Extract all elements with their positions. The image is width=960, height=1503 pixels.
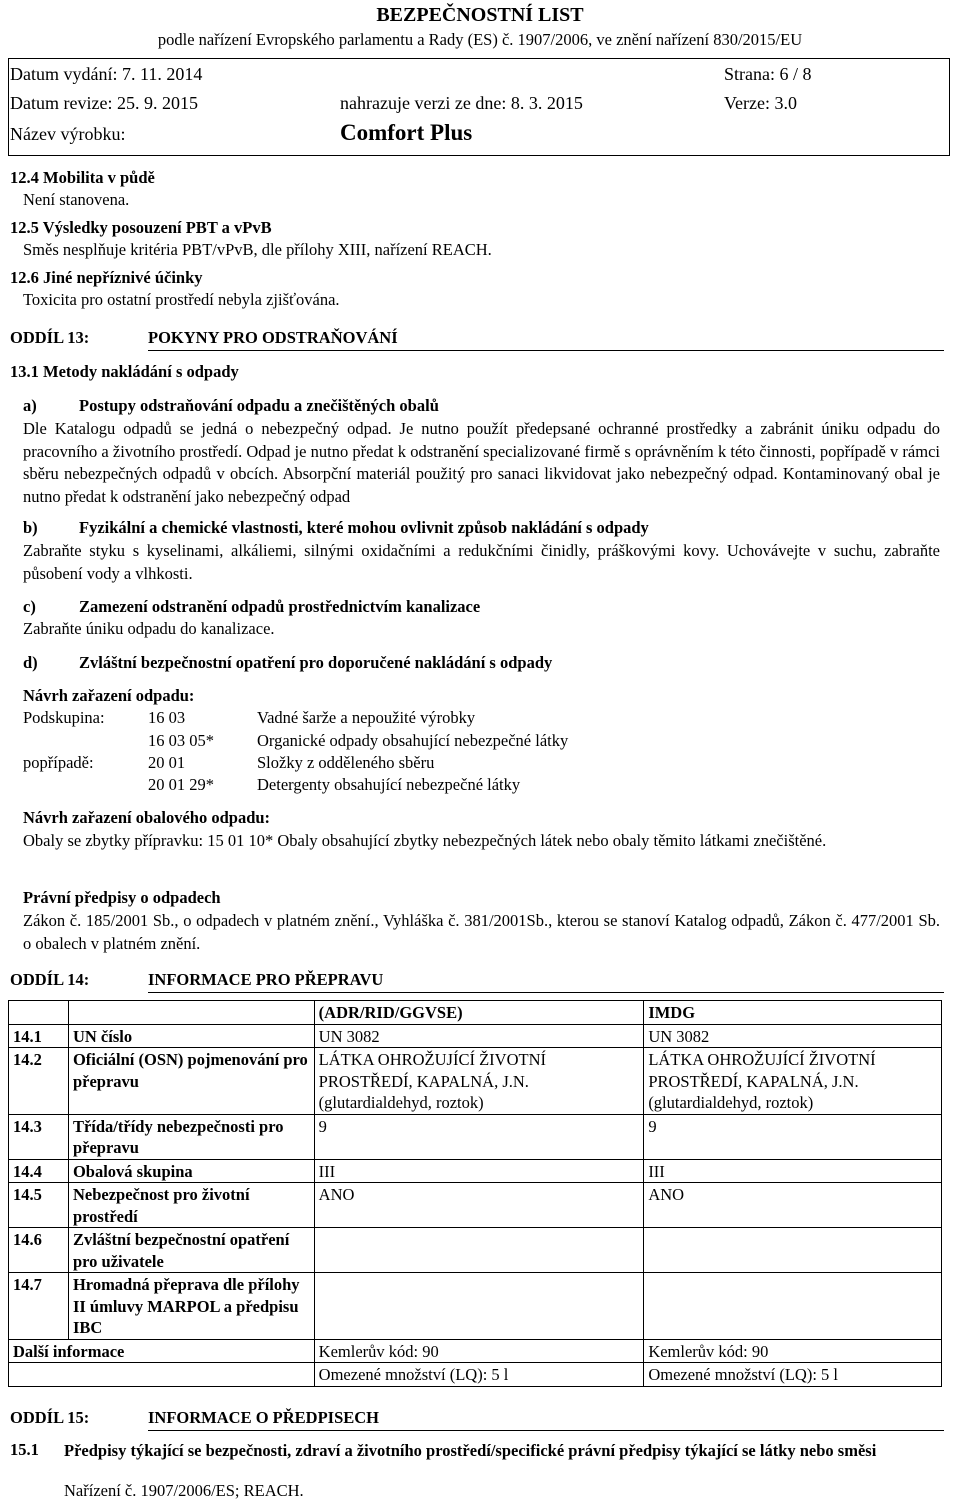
further-info-label: Další informace <box>9 1339 315 1363</box>
heading-15-1-title: Předpisy týkající se bezpečnosti, zdraví a životního prostředí/specifické právní předpisy týkající se látky nebo směsi <box>64 1441 877 1460</box>
row-number: 14.1 <box>9 1024 69 1048</box>
item-c-text: Zabraňte úniku odpadu do kanalizace. <box>23 619 275 638</box>
waste-row-label: popřípadě: <box>23 753 94 772</box>
section-13-label: ODDÍL 13: <box>10 328 90 347</box>
row-adr-value: III <box>314 1159 644 1183</box>
heading-13-1: 13.1 Metody nakládání s odpady <box>10 362 239 381</box>
row-adr-value: UN 3082 <box>314 1024 644 1048</box>
waste-row-desc: Složky z odděleného sběru <box>257 753 435 772</box>
item-c-letter: c) <box>23 597 36 616</box>
row-imdg-value <box>644 1273 942 1340</box>
packaging-heading: Návrh zařazení obalového odpadu: <box>23 808 271 827</box>
row-imdg-value <box>644 1228 942 1273</box>
row-adr-value: LÁTKA OHROŽUJÍCÍ ŽIVOTNÍ PROSTŘEDÍ, KAPALNÁ, J.N. (glutardialdehyd, roztok) <box>314 1048 644 1115</box>
table-row <box>9 1183 942 1228</box>
item-c-title: Zamezení odstranění odpadů prostřednictvím kanalizace <box>79 597 481 616</box>
item-b-letter: b) <box>23 518 38 537</box>
column-header-adr: (ADR/RID/GGVSE) <box>314 1001 644 1025</box>
row-imdg-value: 9 <box>644 1114 942 1159</box>
text-12-5: Směs nesplňuje kritéria PBT/vPvB, dle přílohy XIII, nařízení REACH. <box>23 240 492 259</box>
table-row <box>9 1159 942 1183</box>
page-number: Strana: 6 / 8 <box>724 64 812 84</box>
item-d-letter: d) <box>23 653 38 672</box>
section-14-rule <box>148 992 944 993</box>
row-name: UN číslo <box>68 1024 314 1048</box>
waste-row-code: 16 03 <box>148 708 186 727</box>
row-adr-value: ANO <box>314 1183 644 1228</box>
issue-date: Datum vydání: 7. 11. 2014 <box>10 64 203 84</box>
table-row <box>9 1024 942 1048</box>
row-imdg-value: LÁTKA OHROŽUJÍCÍ ŽIVOTNÍ PROSTŘEDÍ, KAPALNÁ, J.N. (glutardialdehyd, roztok) <box>644 1048 942 1115</box>
section-15-rule <box>148 1430 944 1431</box>
row-name: Oficiální (OSN) pojmenování pro přepravu <box>68 1048 314 1115</box>
row-imdg-value: ANO <box>644 1183 942 1228</box>
replaces-version: nahrazuje verzi ze dne: 8. 3. 2015 <box>340 93 583 113</box>
table-row <box>9 1114 942 1159</box>
further-adr-lq: Omezené množství (LQ): 5 l <box>314 1363 644 1387</box>
row-number: 14.6 <box>9 1228 69 1273</box>
item-a-text: Dle Katalogu odpadů se jedná o nebezpečný odpad. Je nutno použít předepsané ochranné prostředky a zabránit úniku odpadu do pracovního a životního prostředí. Odpad je nutno předat k odstranění specializované firmě s oprávněním k této činnosti, popřípadě v rámci sběru nebezpečných odpadů v obcích. Absorpční materiál použitý pro sanaci likvidovat jako nebezpečný odpad. Kontaminovaný obal je nutno předat k odstranění jako nebezpečný odpad <box>23 419 940 506</box>
row-name: Třída/třídy nebezpečnosti pro přepravu <box>68 1114 314 1159</box>
version: Verze: 3.0 <box>724 93 797 113</box>
table-row <box>9 1048 942 1115</box>
row-number: 14.3 <box>9 1114 69 1159</box>
section-15-title: INFORMACE O PŘEDPISECH <box>148 1408 380 1427</box>
product-label: Název výrobku: <box>10 124 126 144</box>
text-12-6: Toxicita pro ostatní prostředí nebyla zjišťována. <box>23 290 340 309</box>
waste-row-code: 20 01 29* <box>148 775 214 794</box>
row-imdg-value: III <box>644 1159 942 1183</box>
row-name: Nebezpečnost pro životní prostředí <box>68 1183 314 1228</box>
heading-12-4: 12.4 Mobilita v půdě <box>10 168 155 187</box>
table-row <box>9 1273 942 1340</box>
heading-12-6: 12.6 Jiné nepříznivé účinky <box>10 268 203 287</box>
further-adr-kemler: Kemlerův kód: 90 <box>314 1339 644 1363</box>
waste-row-code: 20 01 <box>148 753 186 772</box>
row-number: 14.7 <box>9 1273 69 1340</box>
waste-heading: Návrh zařazení odpadu: <box>23 686 195 705</box>
transport-table <box>8 1000 942 1387</box>
row-adr-value <box>314 1273 644 1340</box>
row-number: 14.2 <box>9 1048 69 1115</box>
row-number: 14.4 <box>9 1159 69 1183</box>
section-13-rule <box>148 350 944 351</box>
row-adr-value <box>314 1228 644 1273</box>
packaging-text: Obaly se zbytky přípravku: 15 01 10* Obaly obsahující zbytky nebezpečných látek nebo obaly těmito látkami znečištěné. <box>23 831 827 850</box>
row-name: Obalová skupina <box>68 1159 314 1183</box>
item-b-title: Fyzikální a chemické vlastnosti, které mohou ovlivnit způsob nakládání s odpady <box>79 518 649 537</box>
table-cell <box>68 1001 314 1025</box>
document-subtitle: podle nařízení Evropského parlamentu a Rady (ES) č. 1907/2006, ve znění nařízení 830/2015/EU <box>157 30 803 49</box>
revision-date: Datum revize: 25. 9. 2015 <box>10 93 198 113</box>
further-imdg-kemler: Kemlerův kód: 90 <box>644 1339 942 1363</box>
text-12-4: Není stanovena. <box>23 190 130 209</box>
waste-row-code: 16 03 05* <box>148 731 214 750</box>
heading-12-5: 12.5 Výsledky posouzení PBT a vPvB <box>10 218 272 237</box>
law-text: Zákon č. 185/2001 Sb., o odpadech v platném znění., Vyhláška č. 381/2001Sb., kterou se stanoví Katalog odpadů, Zákon č. 477/2001 Sb. o obalech v platném znění. <box>23 911 940 953</box>
section-14-label: ODDÍL 14: <box>10 970 90 989</box>
row-name: Zvláštní bezpečnostní opatření pro uživatele <box>68 1228 314 1273</box>
table-row <box>9 1228 942 1273</box>
table-row <box>9 1001 942 1025</box>
heading-15-1-number: 15.1 <box>10 1440 39 1459</box>
section-13-title: POKYNY PRO ODSTRAŇOVÁNÍ <box>148 328 398 347</box>
row-number: 14.5 <box>9 1183 69 1228</box>
row-name: Hromadná přeprava dle přílohy II úmluvy MARPOL a předpisu IBC <box>68 1273 314 1340</box>
text-15-1: Nařízení č. 1907/2006/ES; REACH. <box>64 1481 304 1500</box>
product-name: Comfort Plus <box>340 120 473 145</box>
table-cell <box>9 1363 315 1387</box>
table-row <box>9 1339 942 1363</box>
section-14-title: INFORMACE PRO PŘEPRAVU <box>148 970 384 989</box>
further-imdg-lq: Omezené množství (LQ): 5 l <box>644 1363 942 1387</box>
waste-row-desc: Vadné šarže a nepoužité výrobky <box>257 708 476 727</box>
table-cell <box>9 1001 69 1025</box>
waste-row-label: Podskupina: <box>23 708 105 727</box>
waste-row-desc: Organické odpady obsahující nebezpečné látky <box>257 731 569 750</box>
document-title: BEZPEČNOSTNÍ LIST <box>376 4 584 26</box>
item-b-text: Zabraňte styku s kyselinami, alkáliemi, silnými oxidačními a redukčními činidly, práškovými kovy. Uchovávejte v suchu, zabraňte působení vody a vlhkosti. <box>23 541 940 583</box>
section-15-label: ODDÍL 15: <box>10 1408 90 1427</box>
row-imdg-value: UN 3082 <box>644 1024 942 1048</box>
item-a-letter: a) <box>23 396 37 415</box>
waste-row-desc: Detergenty obsahující nebezpečné látky <box>257 775 521 794</box>
table-row <box>9 1363 942 1387</box>
law-heading: Právní předpisy o odpadech <box>23 888 221 907</box>
column-header-imdg: IMDG <box>644 1001 942 1025</box>
item-a-title: Postupy odstraňování odpadu a znečištěných obalů <box>79 396 439 415</box>
item-d-title: Zvláštní bezpečnostní opatření pro doporučené nakládání s odpady <box>79 653 553 672</box>
row-adr-value: 9 <box>314 1114 644 1159</box>
